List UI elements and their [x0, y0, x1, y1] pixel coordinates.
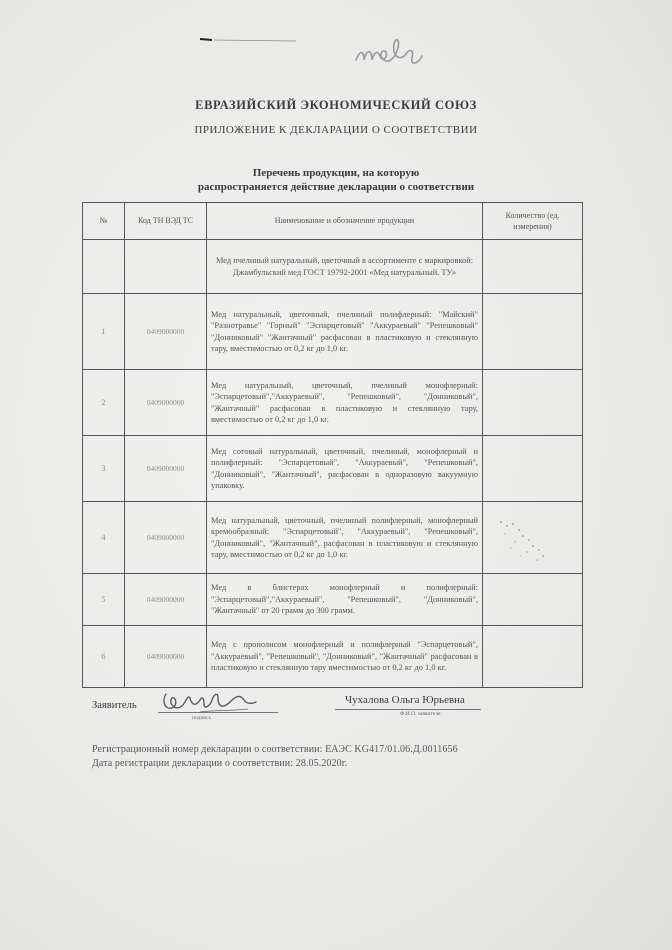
- col-header-num: №: [83, 203, 125, 240]
- row-quantity: [483, 626, 583, 688]
- list-title-line2: распространяется действие декларации о соответствии: [197, 181, 475, 193]
- col-header-code: Код ТН ВЭД ТС: [125, 203, 207, 240]
- name-caption: Ф.И.О. заявителя: [400, 711, 441, 717]
- row-code: 0409000000: [125, 436, 207, 502]
- row-number: 3: [83, 436, 125, 502]
- row-quantity: [483, 574, 583, 626]
- table-row: [83, 502, 583, 574]
- list-title-line1: Перечень продукции, на которую: [252, 167, 420, 179]
- table-header-row: [83, 203, 583, 240]
- applicant-name: Чухалова Ольга Юрьевна: [345, 694, 465, 706]
- applicant-label: Заявитель: [92, 700, 137, 711]
- scan-artifact-mark: [198, 35, 298, 43]
- table-row: [83, 626, 583, 688]
- row-code: 0409000000: [125, 502, 207, 574]
- signature-line: [158, 712, 278, 713]
- table-row: [83, 436, 583, 502]
- row-description: Мед натуральный, цветочный, пчелиный монофлерный: "Эспарцетовый","Аккураевый", "Репешковый", "Донниковый", "Жантачный" расфасован в пластиковую и стеклянную тару, вместимостью от 0,2 кг до 1,0 кг.: [207, 370, 483, 436]
- table-row: [83, 240, 583, 294]
- row-description: Мед сотовый натуральный, цветочный, пчелиный, монофлерный и полифлерный: "Эспарцетовый", "Аккураевый", "Репешковый", "Донниковый", "Жантачный", расфасован в одноразовую вакуумную упаковку.: [207, 436, 483, 502]
- row-number: 1: [83, 294, 125, 370]
- list-title: [0, 166, 672, 194]
- table-row: [83, 294, 583, 370]
- products-table: [82, 202, 583, 688]
- row-description: Мед в блистерах монофлерный и полифлерный: "Эспарцетовый","Аккураевый", "Репешковый", "Донниковый", "Жантачный" от 20 грамм до 300 грамм.: [207, 574, 483, 626]
- row-quantity: [483, 436, 583, 502]
- row-description: Мед натуральный, цветочный, пчелиный полифлерный, монофлерный кремообразный: "Эспарцетовый", "Аккураевый", "Репешковый", "Донниковый", "Жантачный", расфасован в пластиковую и стеклянную тару, вместимостью от 0,2 кг до 1,0 кг.: [207, 502, 483, 574]
- row-code: 0409000000: [125, 370, 207, 436]
- row-number: [83, 240, 125, 294]
- table-row: [83, 574, 583, 626]
- annex-title: ПРИЛОЖЕНИЕ К ДЕКЛАРАЦИИ О СООТВЕТСТВИИ: [194, 124, 478, 136]
- row-code: 0409000000: [125, 626, 207, 688]
- scan-speckle: [493, 516, 563, 566]
- handwritten-note: [352, 30, 442, 74]
- row-description: Мед с прополисом монофлерный и полифлерный "Эспарцетовый", "Аккураевый", "Репешковый", "Донниковый", "Жантачный" расфасован в пластиковую и стеклянную тару вместимостью от 0,2 кг до 1,0 кг.: [207, 626, 483, 688]
- col-header-desc: Наименование и обозначение продукции: [207, 203, 483, 240]
- row-quantity: [483, 240, 583, 294]
- row-number: 4: [83, 502, 125, 574]
- row-code: 0409000000: [125, 294, 207, 370]
- col-header-qty: Количество (ед. измерения): [483, 203, 583, 240]
- registration-number: Регистрационный номер декларации о соответствии: ЕАЭС KG417/01.06.Д.0011656: [92, 744, 458, 755]
- union-title: ЕВРАЗИЙСКИЙ ЭКОНОМИЧЕСКИЙ СОЮЗ: [195, 98, 477, 112]
- row-number: 5: [83, 574, 125, 626]
- registration-date: Дата регистрации декларации о соответствии: 28.05.2020г.: [92, 758, 348, 769]
- row-quantity: [483, 294, 583, 370]
- row-number: 6: [83, 626, 125, 688]
- signature-caption: подпись: [192, 715, 212, 721]
- name-line: [335, 709, 481, 710]
- row-quantity: [483, 370, 583, 436]
- row-description: Мед пчелиный натуральный, цветочный в ассортименте с маркировкой: Джамбульский мед ГОСТ 19792-2001 «Мед натуральный. ТУ»: [207, 240, 483, 294]
- table-row: [83, 370, 583, 436]
- row-number: 2: [83, 370, 125, 436]
- row-code: 0409000000: [125, 574, 207, 626]
- row-quantity: [483, 502, 583, 574]
- row-code: [125, 240, 207, 294]
- row-description: Мед натуральный, цветочный, пчелиный полифлерный: "Майский" "Разнотравье" "Горный" "Эспарцетовый" "Аккураевый" "Репешковый" "Донниковый" "Жантачный" расфасован в пластиковую и стеклянную тару, вместимостью от 0,2 кг до 1,0 кг.: [207, 294, 483, 370]
